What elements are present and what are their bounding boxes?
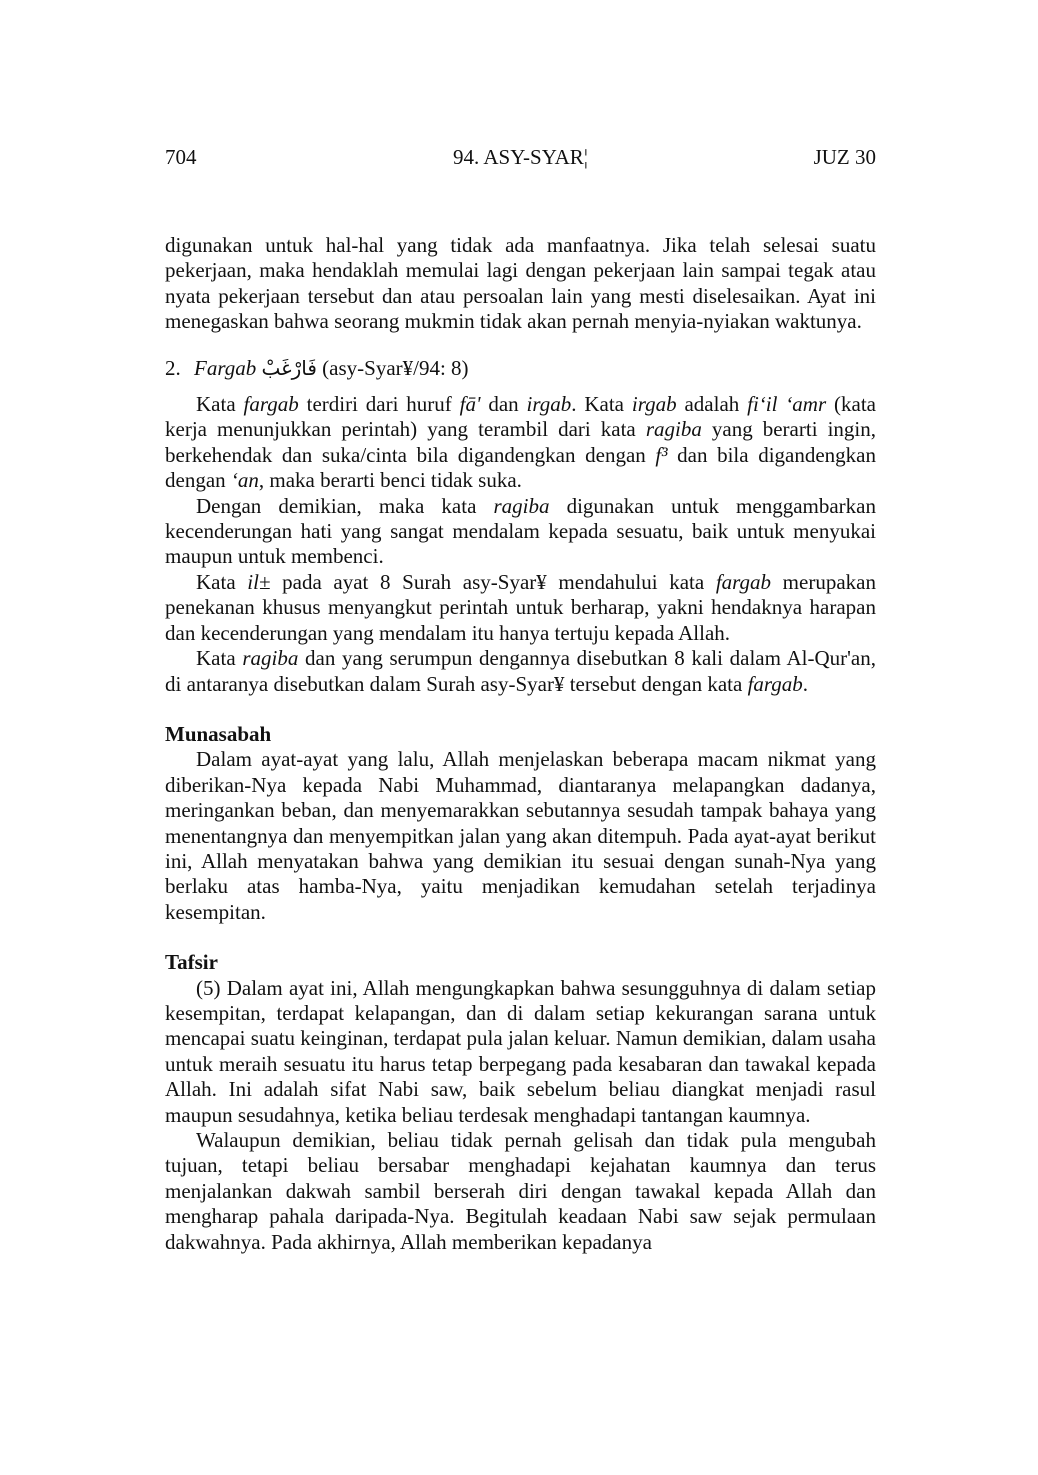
explanation-paragraph-4: Kata ragiba dan yang serumpun dengannya disebutkan 8 kali dalam Al-Qur'an, di antaranya disebutkan dalam Surah asy-Syar¥ tersebut dengan kata fargab. <box>165 646 876 696</box>
tafsir-heading: Tafsir <box>165 950 218 975</box>
item-number: 2. <box>165 355 181 380</box>
page-body <box>165 233 876 1255</box>
page-number: 704 <box>165 145 197 169</box>
arabic-word: فَارْغَبْ <box>261 355 317 380</box>
explanation-paragraph-3: Kata il± pada ayat 8 Surah asy-Syar¥ mendahului kata fargab merupakan penekanan khusus menyangkut perintah untuk berharap, yakni hendaknya harapan dan kecenderungan yang mendalam itu hanya tertuju kepada Allah. <box>165 569 876 645</box>
tafsir-paragraph-2: Walaupun demikian, beliau tidak pernah gelisah dan tidak pula mengubah tujuan, tetapi beliau bersabar menghadapi kejahatan kaumnya dan terus menjalankan dakwah sambil berserah diri dengan tawakal kepada Allah dan mengharap pahala daripada-Nya. Begitulah keadaan Nabi saw sejak permulaan dakwahnya. Pada akhirnya, Allah memberikan kepadanya <box>165 1128 876 1254</box>
page-header <box>165 145 876 173</box>
intro-paragraph: digunakan untuk hal-hal yang tidak ada manfaatnya. Jika telah selesai suatu pekerjaan, maka hendaklah memulai lagi dengan pekerjaan lain sampai tegak atau nyata pekerjaan tersebut dan atau persoalan lain yang mesti diselesaikan. Ayat ini menegaskan bahwa seorang mukmin tidak akan pernah menyia-nyiakan waktunya. <box>165 233 876 334</box>
explanation-paragraph-2: Dengan demikian, maka kata ragiba digunakan untuk menggambarkan kecenderungan hati yang sangat mendalam kepada sesuatu, baik untuk menyukai maupun untuk membenci. <box>165 493 876 569</box>
munasabah-heading: Munasabah <box>165 721 272 746</box>
explanation-paragraph-1: Kata fargab terdiri dari huruf fā' dan irgab. Kata irgab adalah fi‘il ‘amr (kata kerja menunjukkan perintah) yang terambil dari kata ragiba yang berarti ingin, berkehendak dan suka/cinta bila digandengkan dengan f³ dan bila digandengkan dengan ‘an, maka berarti benci tidak suka. <box>165 392 876 493</box>
vocab-item-fargab <box>165 356 876 381</box>
chapter-title: 94. ASY-SYAR¦ <box>453 145 588 169</box>
verse-reference: (asy-Syar¥/94: 8) <box>322 355 469 380</box>
tafsir-paragraph-1: (5) Dalam ayat ini, Allah mengungkapkan bahwa sesungguhnya di dalam setiap kesempitan, terdapat kelapangan, dan di dalam setiap kekurangan sarana untuk mencapai suatu keinginan, terdapat pula jalan keluar. Namun demikian, dalam usaha untuk meraih sesuatu itu harus tetap berpegang pada kesabaran dan tawakal kepada Allah. Ini adalah sifat Nabi saw, baik sebelum beliau diangkat menjadi rasul maupun sesudahnya, ketika beliau terdesak menghadapi tantangan kaumnya. <box>165 975 876 1127</box>
juz-label: JUZ 30 <box>813 145 876 169</box>
item-term: Fargab <box>194 355 257 380</box>
munasabah-paragraph: Dalam ayat-ayat yang lalu, Allah menjelaskan beberapa macam nikmat yang diberikan-Nya kepada Nabi Muhammad, diantaranya melapangkan dadanya, meringankan beban, dan menyemarakkan sebutannya sesudah tampak bahaya yang menentangnya dan menyempitkan jalan yang akan ditempuh. Pada ayat-ayat berikut ini, Allah menyatakan bahwa yang demikian itu sesuai dengan sunah-Nya yang berlaku atas hamba-Nya, yaitu menjadikan kemudahan setelah terjadinya kesempitan. <box>165 747 876 924</box>
